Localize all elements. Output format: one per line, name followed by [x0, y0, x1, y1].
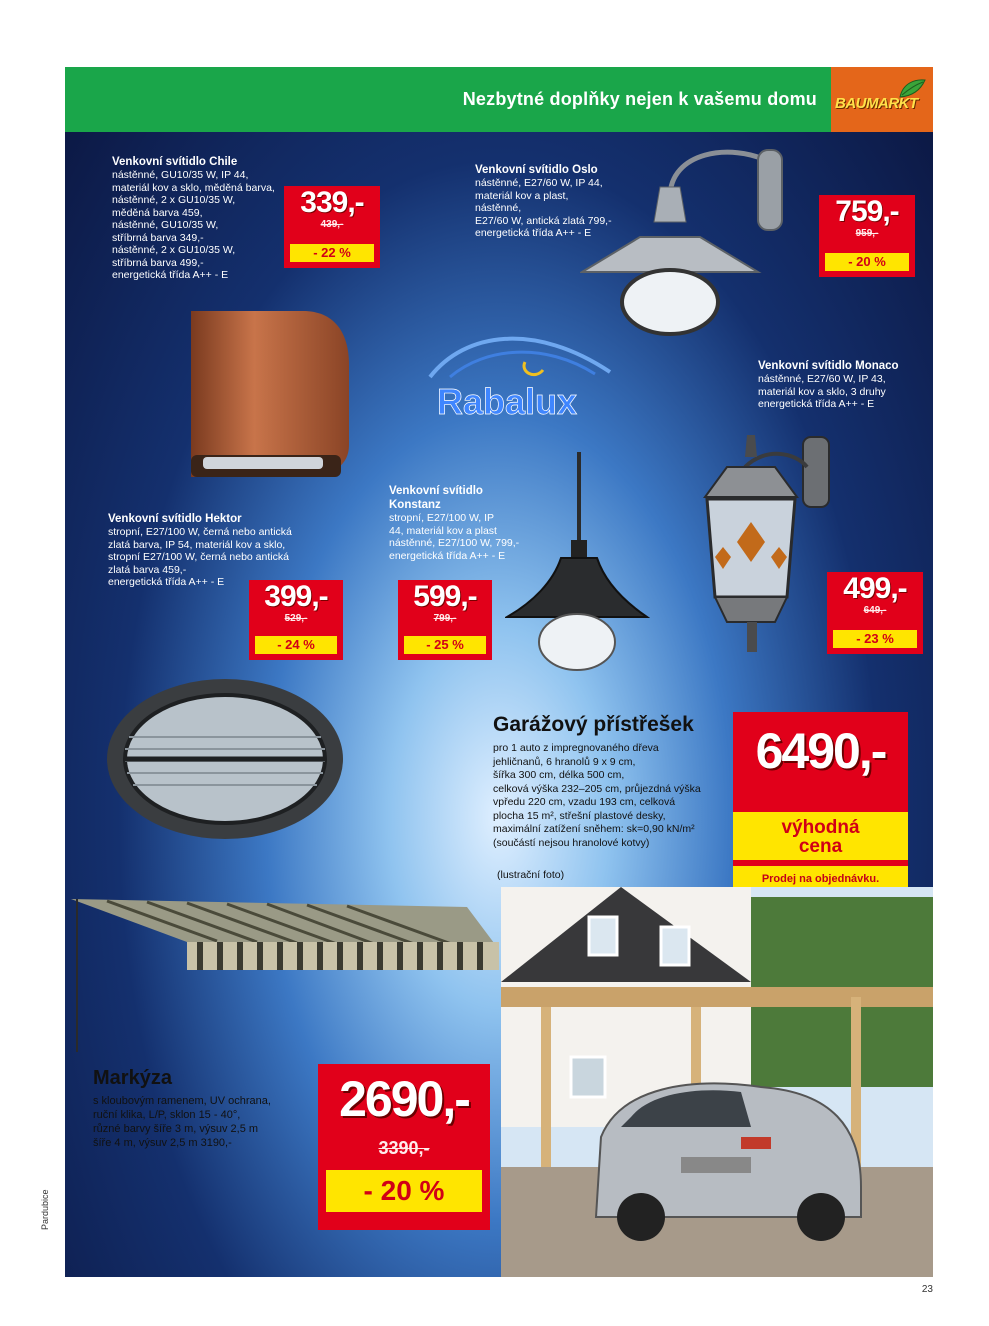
garage-photo-note: (lustrační foto): [497, 869, 565, 881]
konstanz-line: nástěnné, E27/100 W, 799,-: [389, 537, 520, 549]
chile-price-tag[interactable]: [284, 186, 380, 268]
oslo-line: E27/60 W, antická zlatá 799,-: [475, 214, 612, 227]
chile-line: nástěnné, 2 x GU10/35 W,: [112, 244, 236, 256]
garage-line: šířka 300 cm, délka 500 cm,: [493, 769, 625, 781]
chile-line: stříbrná barva 349,-: [112, 231, 204, 244]
value-badge: [733, 812, 908, 860]
monaco-old-price: 649,-: [863, 605, 887, 616]
garage-line: vpředu 220 cm, vzadu 193 cm, celková: [493, 796, 676, 808]
oslo-lamp-image: [580, 142, 795, 337]
logo-text: BAUMARKT: [835, 95, 918, 112]
markyza-line: šíře 4 m, výsuv 2,5 m 3190,-: [93, 1137, 232, 1149]
monaco-description: [758, 359, 928, 411]
markyza-discount: - 20 %: [326, 1170, 482, 1212]
konstanz-price: 599,-: [413, 580, 477, 613]
oslo-old-price: 959,-: [855, 228, 879, 239]
chile-title: Venkovní svítidlo Chile: [112, 156, 238, 168]
konstanz-line: stropní, E27/100 W, IP: [389, 512, 495, 524]
markyza-description: [93, 1094, 323, 1150]
chile-old-price: 439,-: [320, 219, 344, 230]
chile-price: 339,-: [300, 186, 364, 219]
monaco-price-tag[interactable]: [827, 572, 923, 654]
garage-price: 6490,-: [755, 723, 886, 779]
hektor-discount: - 24 %: [255, 636, 337, 654]
oslo-title: Venkovní svítidlo Oslo: [475, 164, 598, 176]
header-bar: [65, 67, 933, 132]
hektor-line: zlatá barva, IP 54, materiál kov a sklo,: [108, 538, 286, 551]
garage-description: [493, 742, 743, 850]
chile-lamp-image: [183, 305, 353, 480]
markyza-image: [67, 887, 502, 1067]
value-badge-line-1: výhodná: [781, 817, 860, 838]
rabalux-wordmark: Rabalux: [437, 381, 578, 422]
markyza-line: různé barvy šíře 3 m, výsuv 2,5 m: [93, 1123, 259, 1135]
hektor-description: [108, 512, 308, 589]
chile-line: materiál kov a sklo, měděná barva,: [112, 181, 275, 194]
rabalux-logo: [425, 322, 645, 432]
chile-line: nástěnné, 2 x GU10/35 W,: [112, 194, 236, 206]
hektor-line: zlatá barva 459,-: [108, 563, 187, 576]
leaflet-page: [65, 67, 933, 1277]
oslo-line: nástěnné,: [475, 202, 522, 214]
monaco-discount: - 23 %: [833, 630, 917, 648]
konstanz-old-price: 799,-: [433, 613, 457, 624]
garage-line: (součástí nejsou hranolové kotvy): [493, 836, 650, 849]
oslo-price-tag[interactable]: [819, 195, 915, 277]
chile-description: [112, 155, 302, 282]
chile-line: stříbrná barva 499,-: [112, 256, 204, 269]
monaco-line: materiál kov a sklo, 3 druhy: [758, 385, 886, 398]
markyza-price-tag[interactable]: [318, 1064, 490, 1230]
header-title: Nezbytné doplňky nejen k vašemu domu: [462, 89, 817, 109]
garage-line: celková výška 232–205 cm, průjezdná výška: [493, 782, 701, 795]
hektor-price: 399,-: [264, 580, 328, 613]
garage-line: pro 1 auto z impregnovaného dřeva: [493, 742, 659, 754]
chile-line: energetická třída A++ - E: [112, 269, 229, 281]
konstanz-lamp-image: [505, 452, 650, 677]
konstanz-price-tag[interactable]: [398, 580, 492, 660]
garage-line: maximální zatížení sněhem: sk=0,90 kN/m²: [493, 823, 695, 835]
hektor-price-tag[interactable]: [249, 580, 343, 660]
value-badge-line-2: cena: [798, 836, 843, 857]
chile-discount: - 22 %: [290, 244, 374, 262]
garage-title: Garážový přístřešek: [493, 713, 694, 736]
oslo-line: energetická třída A++ - E: [475, 227, 592, 239]
konstanz-discount: - 25 %: [404, 636, 486, 654]
konstanz-line: energetická třída A++ - E: [389, 549, 506, 562]
markyza-title: Markýza: [93, 1067, 172, 1089]
hektor-title: Venkovní svítidlo Hektor: [108, 513, 242, 525]
oslo-price: 759,-: [835, 195, 899, 228]
konstanz-line: 44, materiál kov a plast: [389, 524, 497, 537]
order-note: Prodej na objednávku.: [733, 866, 908, 892]
monaco-line: energetická třída A++ - E: [758, 398, 875, 410]
konstanz-title-2: Konstanz: [389, 499, 441, 511]
garage-line: plocha 15 m², střešní plastové desky,: [493, 809, 666, 822]
baumarkt-logo[interactable]: [831, 67, 933, 132]
markyza-line: ruční klika, L/P, sklon 15 - 40°,: [93, 1109, 241, 1121]
oslo-line: materiál kov a plast,: [475, 189, 569, 202]
monaco-title: Venkovní svítidlo Monaco: [758, 360, 899, 372]
garage-price-tag[interactable]: [733, 712, 908, 892]
chile-line: nástěnné, GU10/35 W, IP 44,: [112, 169, 249, 181]
chile-line: nástěnné, GU10/35 W,: [112, 219, 219, 231]
markyza-price: 2690,-: [339, 1071, 469, 1127]
markyza-old-price: 3390,-: [378, 1138, 430, 1158]
hektor-line: energetická třída A++ - E: [108, 576, 225, 588]
markyza-line: s kloubovým ramenem, UV ochrana,: [93, 1095, 271, 1107]
hektor-old-price: 529,-: [284, 613, 308, 624]
hektor-lamp-image: [105, 677, 345, 842]
garage-line: jehličnanů, 6 hranolů 9 x 9 cm,: [493, 755, 636, 768]
page-number: 23: [921, 1284, 933, 1295]
konstanz-title-1: Venkovní svítidlo: [389, 485, 483, 497]
hektor-line: stropní E27/100 W, černá nebo antická: [108, 551, 289, 563]
region-label: Pardubice: [40, 1189, 50, 1230]
monaco-price: 499,-: [843, 572, 907, 605]
chile-line: měděná barva 459,: [112, 206, 203, 219]
hektor-line: stropní, E27/100 W, černá nebo antická: [108, 526, 292, 538]
monaco-line: nástěnné, E27/60 W, IP 43,: [758, 373, 886, 385]
oslo-discount: - 20 %: [825, 253, 909, 271]
oslo-line: nástěnné, E27/60 W, IP 44,: [475, 177, 603, 189]
monaco-lamp-image: [685, 427, 835, 662]
carport-photo: [501, 887, 933, 1277]
